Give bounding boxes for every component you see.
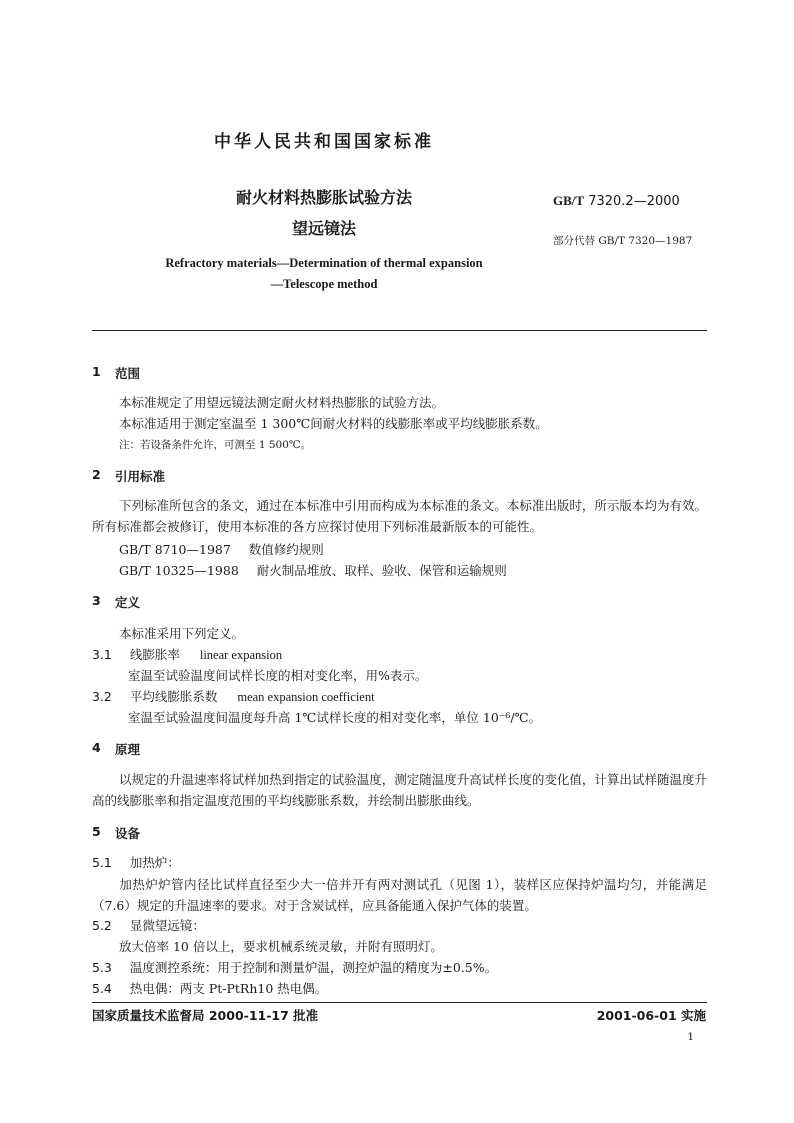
title-en-line2: —Telescope method bbox=[270, 277, 378, 291]
reference-1-title: 数值修约规则 bbox=[248, 542, 324, 557]
approval-line: 国家质量技术监督局 2000-11-17 批准 bbox=[92, 1008, 319, 1023]
item-5-2 bbox=[92, 916, 205, 934]
reference-2-title: 耐火制品堆放、取样、验收、保管和运输规则 bbox=[256, 563, 507, 578]
national-standard-label: 中华人民共和国国家标准 bbox=[214, 132, 434, 152]
item-5-1-text: 加热炉炉管内径比试样直径至少大一倍并开有两对测试孔（见图 1），装样区应保持炉温均匀，并能满足（7.6）规定的升温速率的要求。对于含炭试样，应具备能通入保护气体的装置。 bbox=[92, 877, 707, 913]
section-1-para-1: 本标准规定了用望远镜法测定耐火材料热膨胀的试验方法。 bbox=[119, 395, 445, 410]
definition-1-english: linear expansion bbox=[199, 648, 283, 662]
definition-1-number: 3.1 bbox=[92, 647, 112, 662]
item-5-2-number: 5.2 bbox=[92, 918, 112, 933]
section-5-number: 5 bbox=[92, 824, 101, 839]
standard-prefix: GB/T bbox=[553, 193, 585, 208]
page-number: 1 bbox=[687, 1031, 694, 1043]
header-divider bbox=[92, 330, 707, 331]
title-cn-line1: 耐火材料热膨胀试验方法 bbox=[235, 188, 412, 207]
item-5-4-number: 5.4 bbox=[92, 981, 112, 996]
section-2-para-1-text: 下列标准所包含的条文，通过在本标准中引用而构成为本标准的条文。本标准出版时，所示版本均为有效。所有标准都会被修订，使用本标准的各方应探讨使用下列标准最新版本的可能性。 bbox=[92, 498, 707, 534]
section-1-number: 1 bbox=[92, 364, 101, 379]
definition-2-term: 平均线膨胀系数 bbox=[129, 689, 218, 704]
standard-number: 7320.2—2000 bbox=[588, 194, 680, 209]
title-en-line1: Refractory materials—Determination of thermal expansion bbox=[165, 256, 483, 270]
standard-code bbox=[553, 193, 680, 209]
footer-divider bbox=[92, 1002, 707, 1003]
title-cn-line2: 望远镜法 bbox=[291, 219, 356, 238]
reference-1-code: GB/T 8710—1987 bbox=[119, 542, 231, 557]
section-4-number: 4 bbox=[92, 740, 101, 755]
section-3-number: 3 bbox=[92, 593, 101, 608]
section-3-intro: 本标准采用下列定义。 bbox=[119, 626, 245, 641]
implementation-line: 2001-06-01 实施 bbox=[596, 1008, 706, 1023]
definition-2 bbox=[92, 687, 375, 705]
item-5-2-text: 放大倍率 10 倍以上，要求机械系统灵敏，并附有照明灯。 bbox=[119, 939, 443, 954]
reference-2 bbox=[119, 561, 507, 579]
section-4-heading: 原理 bbox=[115, 742, 141, 757]
item-5-3 bbox=[92, 958, 497, 976]
item-5-4-text: 热电偶：两支 Pt-PtRh10 热电偶。 bbox=[129, 981, 328, 996]
item-5-4 bbox=[92, 979, 327, 997]
item-5-2-label: 显微望远镜： bbox=[129, 918, 205, 933]
reference-2-code: GB/T 10325—1988 bbox=[119, 563, 239, 578]
definition-1-term: 线膨胀率 bbox=[129, 647, 180, 662]
replaces-note: 部分代替 GB/T 7320—1987 bbox=[553, 235, 693, 247]
section-1-note: 注：若设备条件允许，可测至 1 500℃。 bbox=[119, 439, 312, 451]
item-5-3-text: 温度测控系统：用于控制和测量炉温，测控炉温的精度为±0.5%。 bbox=[129, 960, 498, 975]
section-2-para-1 bbox=[92, 495, 707, 537]
item-5-1 bbox=[92, 853, 180, 871]
item-5-3-number: 5.3 bbox=[92, 960, 112, 975]
section-4-para-1 bbox=[92, 769, 707, 811]
section-3-heading: 定义 bbox=[115, 595, 141, 610]
item-5-1-label: 加热炉： bbox=[129, 855, 180, 870]
section-2-number: 2 bbox=[92, 467, 101, 482]
section-5-heading: 设备 bbox=[115, 826, 141, 841]
item-5-1-number: 5.1 bbox=[92, 855, 112, 870]
section-1-heading: 范围 bbox=[115, 366, 141, 381]
section-4-para-1-text: 以规定的升温速率将试样加热到指定的试验温度，测定随温度升高试样长度的变化值，计算出试样随温度升高的线膨胀率和指定温度范围的平均线膨胀系数，并绘制出膨胀曲线。 bbox=[92, 772, 707, 808]
definition-2-english: mean expansion coefficient bbox=[237, 690, 375, 704]
definition-1 bbox=[92, 645, 282, 663]
section-2-heading: 引用标准 bbox=[115, 469, 166, 484]
definition-2-number: 3.2 bbox=[92, 689, 112, 704]
definition-2-text: 室温至试验温度间温度每升高 1℃试样长度的相对变化率，单位 10⁻⁶/℃。 bbox=[128, 710, 542, 725]
reference-1 bbox=[119, 540, 324, 558]
definition-1-text: 室温至试验温度间试样长度的相对变化率，用%表示。 bbox=[128, 668, 428, 683]
item-5-1-para bbox=[92, 874, 707, 916]
section-1-para-2: 本标准适用于测定室温至 1 300℃间耐火材料的线膨胀率或平均线膨胀系数。 bbox=[119, 416, 548, 431]
